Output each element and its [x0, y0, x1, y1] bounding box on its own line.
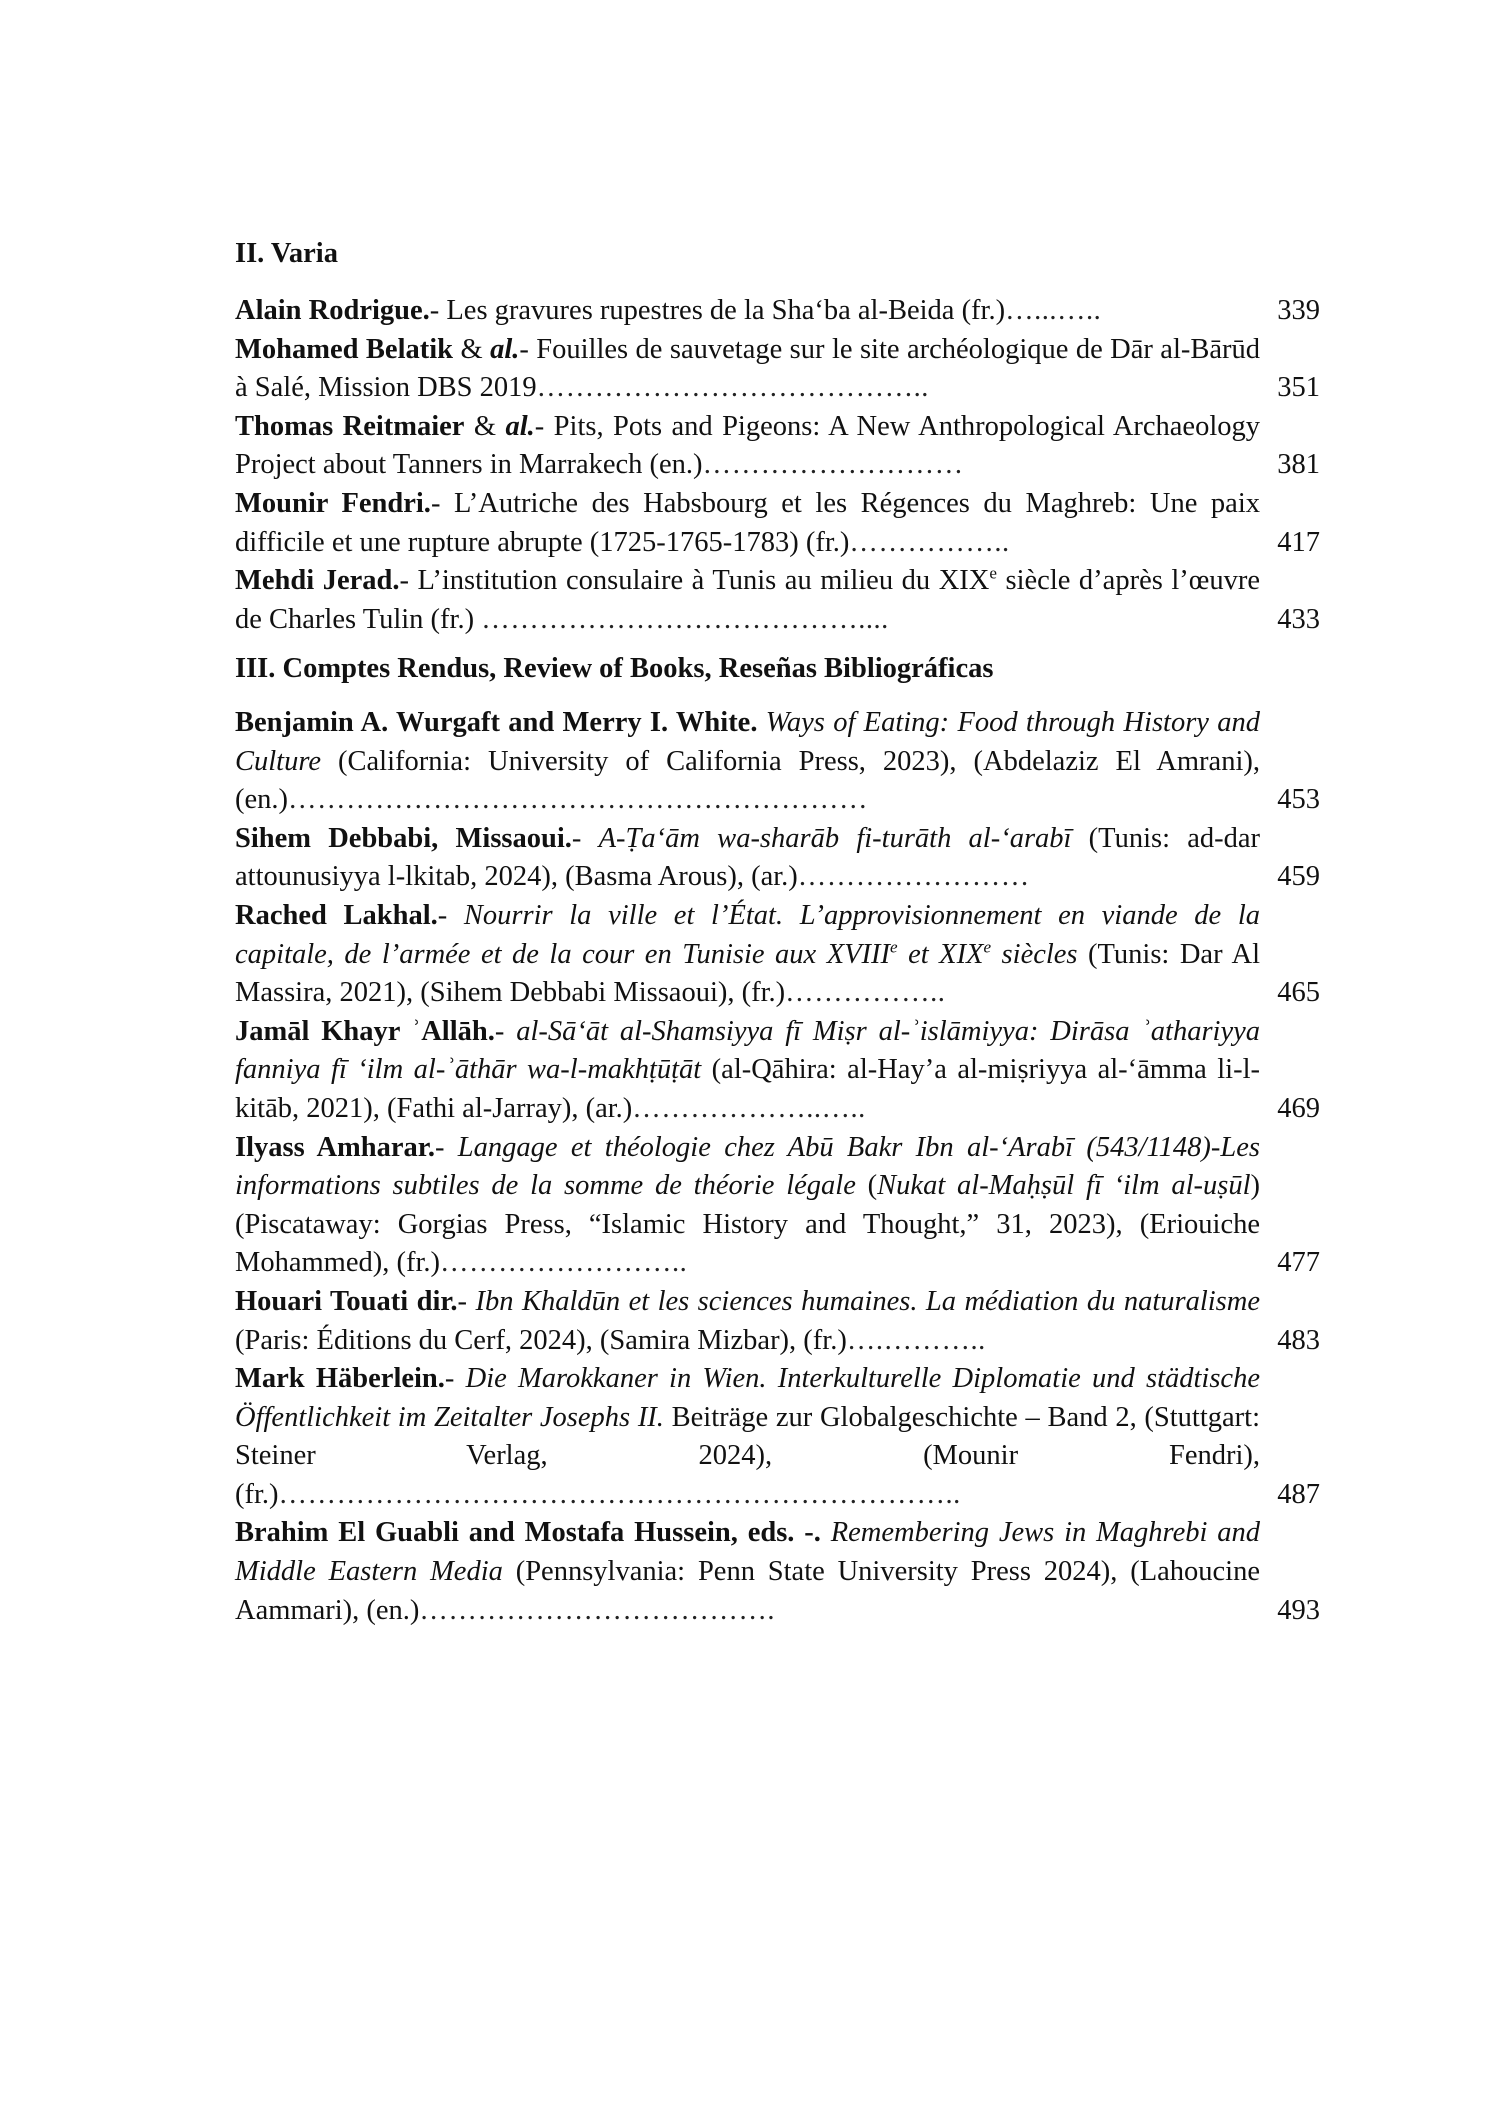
entry-text: - Pits, Pots and Pigeons: A New Anthropological Archaeology Project about Tanners in Marrakech (en.) [235, 410, 1261, 481]
entry-text [821, 1517, 831, 1548]
entry-title: Nourrir la ville et l’État. L’approvisionnement en viande de la capitale, de l’armée et de la cour en Tunisie aux XVIII [235, 899, 1260, 970]
entry-author: Sihem Debbabi, Missaoui. [235, 822, 572, 854]
entry-text: - [494, 1015, 517, 1047]
entry-author: Mehdi Jerad. [235, 565, 400, 597]
entry-page-number: 433 [1277, 603, 1320, 635]
toc-entry: Ilyass Amharar.- Langage et théologie chez Abū Bakr Ibn al-‘Arabī (543/1148)-Les informations subtiles de la somme de théorie légale (Nukat al-Maḥṣūl fī ‘ilm al-uṣūl) (Piscataway: Gorgias Press, “Islamic History and Thought,” 31, 2023), (Eriouiche Mohammed), (fr.)…………………….. 477 [235, 1129, 1320, 1283]
entry-page-number: 381 [1277, 449, 1320, 481]
entry-text-continued: ( [855, 1170, 878, 1202]
entry-page-number: 493 [1277, 1594, 1320, 1626]
entry-author: Ilyass Amharar. [235, 1131, 435, 1163]
entry-page-number: 459 [1277, 861, 1320, 893]
entry-author: Thomas Reitmaier [235, 410, 465, 442]
section-reviews [235, 704, 1320, 1630]
entry-author: Rached Lakhal. [235, 899, 438, 931]
entry-author: Houari Touati dir. [235, 1285, 458, 1317]
entry-page-number: 351 [1277, 372, 1320, 404]
entry-title: al-Sā‘āt al-Shamsiyya fī Miṣr al-ʾislāmiyya: Dirāsa ʾathariyya fanniya fī ‘ilm al-ʾāthār wa-l-makhṭūṭāt [235, 1015, 1261, 1086]
entry-text-continued: siècle d’après l’œuvre de Charles Tulin (fr.) [235, 565, 1260, 635]
entry-text: - L’Autriche des Habsbourg et les Régences du Maghreb: Une paix difficile et une rupture abrupte (1725-1765-1783) (fr.) [235, 487, 1261, 558]
entry-text: - [444, 1363, 466, 1395]
toc-entry: Houari Touati dir.- Ibn Khaldūn et les sciences humaines. La médiation du naturalisme (Paris: Éditions du Cerf, 2024), (Samira Mizbar), (fr.)….……….. 483 [235, 1283, 1320, 1360]
entry-text-end: ) (Piscataway: Gorgias Press, “Islamic History and Thought,” 31, 2023), (Eriouiche Mohammed), (fr.) [235, 1170, 1260, 1279]
entry-page-number: 465 [1277, 977, 1320, 1009]
entry-text-continued: (al-Qāhira: al-Hay’a al-miṣriyya al-‘āmma li-l-kitāb, 2021), (Fathi al-Jarray), (ar.) [235, 1054, 1260, 1124]
entry-page-number: 417 [1277, 526, 1320, 558]
toc-entry: Mehdi Jerad.- L’institution consulaire à Tunis au milieu du XIXe siècle d’après l’œuvre de Charles Tulin (fr.) ………………………………….... 433 [235, 562, 1320, 639]
entry-title-continued: et XIX [897, 938, 984, 970]
entry-page-number: 477 [1277, 1247, 1320, 1279]
toc-entry: Mohamed Belatik & al.- Fouilles de sauvetage sur le site archéologique de Dār al-Bārūd à Salé, Mission DBS 2019………………………………….. 351 [235, 331, 1320, 408]
entry-superscript: e [983, 937, 992, 957]
toc-entry: Thomas Reitmaier & al.- Pits, Pots and Pigeons: A New Anthropological Archaeology Project about Tanners in Marrakech (en.)……………………… 381 [235, 408, 1320, 485]
entry-title: Remembering Jews in Maghrebi and Middle Eastern Media [235, 1517, 1260, 1588]
entry-page-number: 469 [1277, 1092, 1320, 1124]
entry-author-connector: & [453, 333, 491, 365]
entry-title-secondary: Nukat al-Maḥṣūl fī ‘ilm al-uṣūl [877, 1170, 1251, 1202]
entry-author-etal: al. [505, 410, 535, 442]
toc-entry: Mounir Fendri.- L’Autriche des Habsbourg et les Régences du Maghreb: Une paix difficile et une rupture abrupte (1725-1765-1783) (fr.)…………….. 417 [235, 485, 1320, 562]
entry-text: - [457, 1285, 476, 1317]
entry-author: Alain Rodrigue. [235, 295, 430, 326]
entry-text [757, 707, 765, 738]
toc-entry: Jamāl Khayr ʾAllāh.- al-Sā‘āt al-Shamsiyya fī Miṣr al-ʾislāmiyya: Dirāsa ʾathariyya fanniya fī ‘ilm al-ʾāthār wa-l-makhṭūṭāt (al-Qāhira: al-Hay’a al-miṣriyya al-‘āmma li-l-kitāb, 2021), (Fathi al-Jarray), (ar.)………………..….. 469 [235, 1013, 1320, 1129]
entry-author-connector: & [464, 410, 506, 442]
entry-title: Ibn Khaldūn et les sciences humaines. La médiation du naturalisme [475, 1285, 1260, 1317]
entry-superscript: e [890, 937, 898, 957]
entry-page-number: 339 [1277, 295, 1320, 326]
entry-text-continued: (Tunis: Dar Al Massira, 2021), (Sihem Debbabi Missaoui), (fr.) [235, 938, 1260, 1009]
entry-text: - Fouilles de sauvetage sur le site archéologique de Dār al-Bārūd à Salé, Mission DBS 2019 [235, 333, 1261, 404]
entry-page-number: 483 [1277, 1324, 1320, 1356]
entry-page-number: 453 [1277, 784, 1320, 816]
toc-entry: Sihem Debbabi, Missaoui.- A-Ṭa‘ām wa-sharāb fi-turāth al-‘arabī (Tunis: ad-dar attounusiyya l-lkitab, 2024), (Basma Arous), (ar.)…………………… 459 [235, 820, 1320, 897]
toc-entry: Mark Häberlein.- Die Marokkaner in Wien. Interkulturelle Diplomatie und städtische Öffentlichkeit im Zeitalter Josephs II. Beiträge zur Globalgeschichte – Band 2, (Stuttgart: Steiner Verlag, 2024), (Mounir Fendri), (fr.)…………………………………………………………….. 487 [235, 1360, 1320, 1514]
entry-text: - L’institution consulaire à Tunis au milieu du XIX [399, 565, 990, 597]
section-heading-varia: II. Varia [235, 238, 338, 269]
entry-text: - [437, 899, 464, 931]
entry-superscript: e [989, 563, 997, 583]
entry-title: A-Ṭa‘ām wa-sharāb fi-turāth al-‘arabī [598, 822, 1072, 854]
entry-author: Jamāl Khayr ʾAllāh. [235, 1015, 495, 1047]
toc-entry: Alain Rodrigue.- Les gravures rupestres de la Sha‘ba al-Beida (fr.)…...….. 339 [235, 292, 1320, 331]
toc-entry: Benjamin A. Wurgaft and Merry I. White. Ways of Eating: Food through History and Culture (California: University of California Press, 2023), (Abdelaziz El Amrani), (en.)…………………………………………………… 453 [235, 704, 1320, 820]
toc-entry: Brahim El Guabli and Mostafa Hussein, eds. -. Remembering Jews in Maghrebi and Middle Eastern Media (Pennsylvania: Penn State University Press 2024), (Lahoucine Aammari), (en.)………………………………. 493 [235, 1514, 1320, 1630]
entry-title-end: siècles [991, 938, 1078, 970]
entry-author: Brahim El Guabli and Mostafa Hussein, eds. -. [235, 1517, 821, 1549]
section-varia [235, 292, 1320, 639]
entry-title: Die Marokkaner in Wien. Interkulturelle Diplomatie und städtische Öffentlichkeit im Zeitalter Josephs II. [235, 1363, 1260, 1433]
toc-entry: Rached Lakhal.- Nourrir la ville et l’État. L’approvisionnement en viande de la capitale, de l’armée et de la cour en Tunisie aux XVIIIe et XIXe siècles (Tunis: Dar Al Massira, 2021), (Sihem Debbabi Missaoui), (fr.)…………….. 465 [235, 897, 1320, 1013]
entry-text: - [434, 1131, 458, 1163]
entry-text-continued: (Paris: Éditions du Cerf, 2024), (Samira Mizbar), (fr.) [235, 1324, 847, 1356]
entry-text-continued: (Tunis: ad-dar attounusiyya l-lkitab, 2024), (Basma Arous), (ar.) [235, 822, 1261, 893]
entry-author: Mark Häberlein. [235, 1363, 445, 1395]
entry-text-continued: Beiträge zur Globalgeschichte – Band 2, (Stuttgart: Steiner Verlag, 2024), (Mounir Fendri), (fr.) [235, 1401, 1260, 1510]
entry-author: Mounir Fendri. [235, 487, 431, 519]
entry-author: Benjamin A. Wurgaft and Merry I. White. [235, 707, 758, 738]
entry-text: - [571, 822, 599, 854]
entry-author-etal: al. [490, 333, 520, 365]
entry-text: - Les gravures rupestres de la Sha‘ba al-Beida (fr.) [429, 295, 1006, 326]
entry-title: Langage et théologie chez Abū Bakr Ibn al-‘Arabī (543/1148)-Les informations subtiles de la somme de théorie légale [235, 1131, 1261, 1202]
entry-author: Mohamed Belatik [235, 333, 454, 365]
entry-text-continued: (California: University of California Press, 2023), (Abdelaziz El Amrani), (en.) [235, 745, 1260, 816]
entry-text-continued: (Pennsylvania: Penn State University Press 2024), (Lahoucine Aammari), (en.) [235, 1556, 1260, 1626]
section-heading-reviews: III. Comptes Rendus, Review of Books, Reseñas Bibliográficas [235, 653, 994, 684]
entry-page-number: 487 [1277, 1478, 1320, 1510]
entry-title: Ways of Eating: Food through History and Culture [235, 707, 1260, 777]
